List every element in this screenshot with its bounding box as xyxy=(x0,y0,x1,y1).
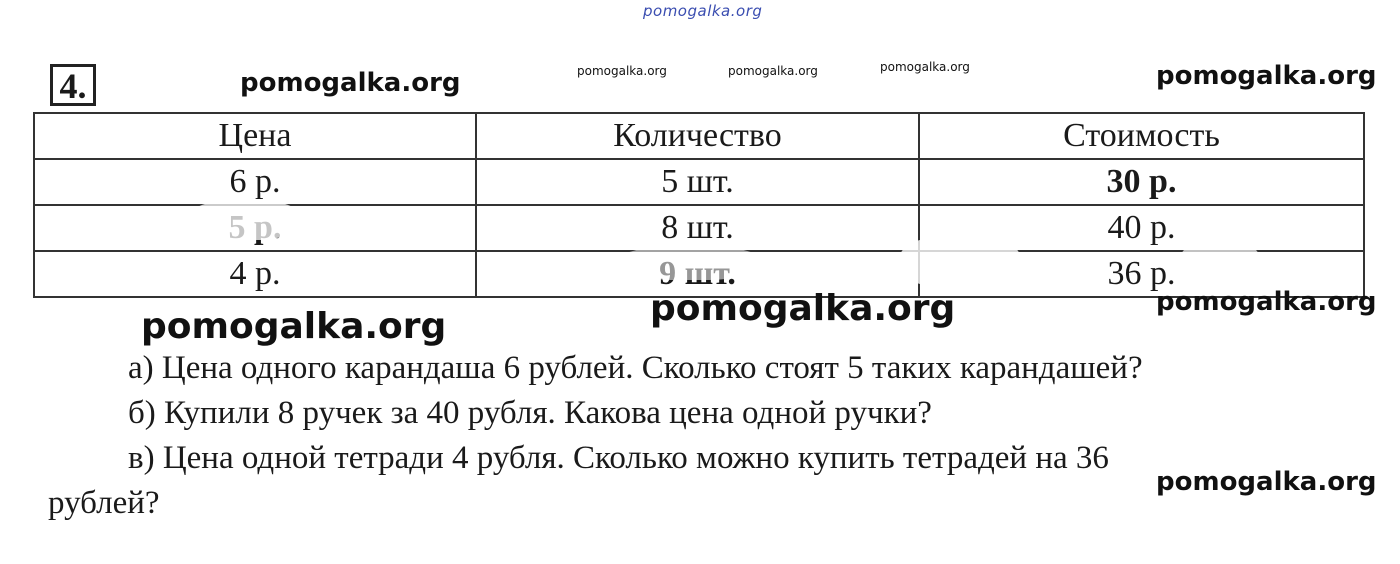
watermark-header-small-1: pomogalka.org xyxy=(577,64,667,78)
cell-cost: 30 р. xyxy=(919,159,1364,205)
problem-c-line2: рублей? xyxy=(48,485,160,521)
problem-b: б) Купили 8 ручек за 40 рубля. Какова цена одной ручки? xyxy=(128,395,932,431)
watermark-mid-center: pomogalka.org xyxy=(650,288,956,329)
header-quantity: Количество xyxy=(476,113,919,159)
watermark-header-small-2: pomogalka.org xyxy=(728,64,818,78)
header-price: Цена xyxy=(34,113,476,159)
erasure-smear xyxy=(190,200,300,240)
cell-cost: 36 р. xyxy=(919,251,1364,297)
problem-a: а) Цена одного карандаша 6 рублей. Сколько стоят 5 таких карандашей? xyxy=(128,350,1143,386)
erasure-smear xyxy=(620,246,760,280)
problem-list xyxy=(48,346,1348,526)
table-row xyxy=(34,159,1364,205)
erasure-smear xyxy=(1180,240,1260,288)
watermark-top: pomogalka.org xyxy=(643,2,763,20)
cell-price: 4 р. xyxy=(34,251,476,297)
cell-quantity: 8 шт. xyxy=(476,205,919,251)
cell-price: 6 р. xyxy=(34,159,476,205)
watermark-bottom-right: pomogalka.org xyxy=(1156,467,1377,497)
watermark-header-small-3: pomogalka.org xyxy=(880,60,970,74)
watermark-mid-left: pomogalka.org xyxy=(141,306,447,347)
erasure-smear xyxy=(900,236,1020,288)
cell-cost: 40 р. xyxy=(919,205,1364,251)
cell-quantity: 5 шт. xyxy=(476,159,919,205)
table-header-row xyxy=(34,113,1364,159)
watermark-header-right: pomogalka.org xyxy=(1156,61,1377,91)
watermark-mid-right: pomogalka.org xyxy=(1156,287,1377,317)
header-cost: Стоимость xyxy=(919,113,1364,159)
watermark-header-left: pomogalka.org xyxy=(240,68,461,98)
task-number: 4. xyxy=(50,64,96,106)
problem-c-line1: в) Цена одной тетради 4 рубля. Сколько можно купить тетрадей на 36 xyxy=(128,440,1109,476)
